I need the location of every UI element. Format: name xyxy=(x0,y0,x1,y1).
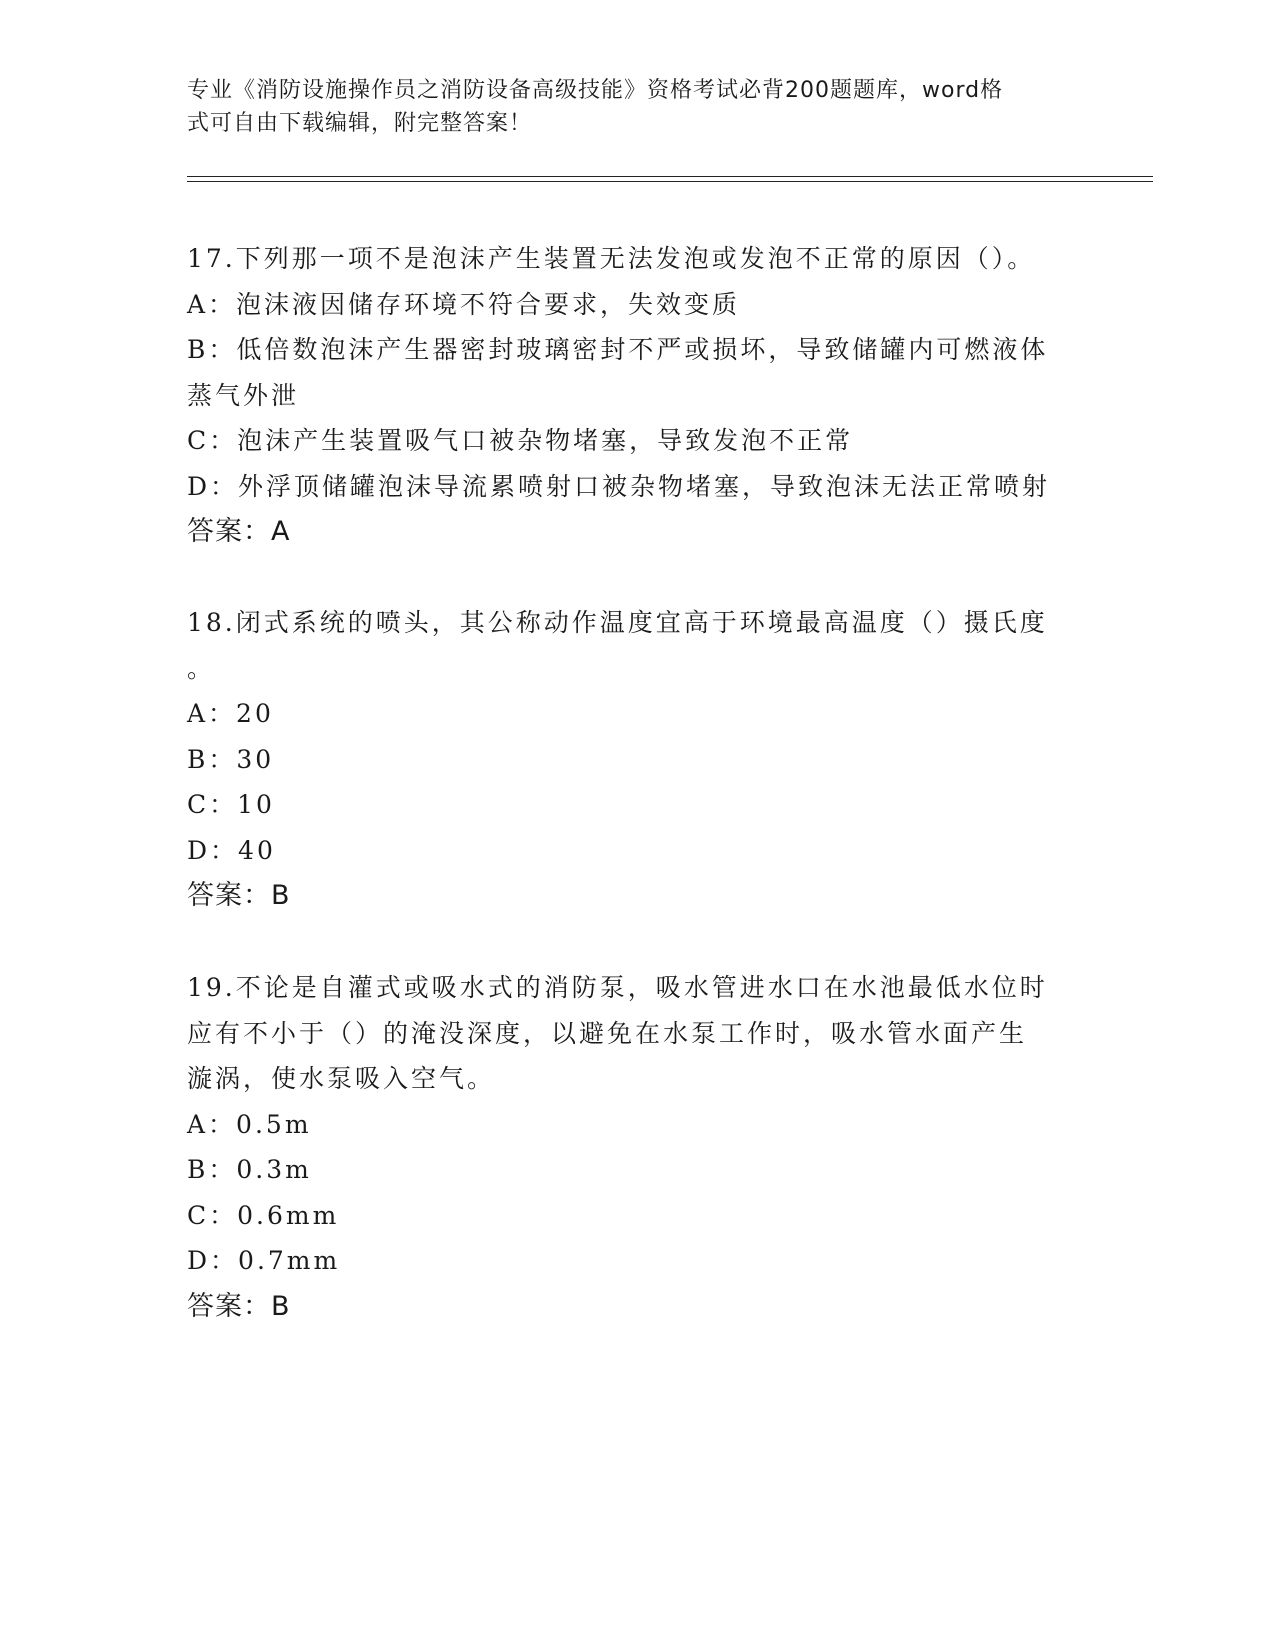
question-stem-continued: 漩涡，使水泵吸入空气。 xyxy=(187,1064,496,1093)
option-d: D：0.7mm xyxy=(187,1246,341,1275)
header-divider-top xyxy=(187,176,1153,177)
question-stem-continued: 。 xyxy=(187,653,216,683)
question-stem: 17.下列那一项不是泡沫产生装置无法发泡或发泡不正常的原因（）。 xyxy=(187,244,1036,273)
question-17 xyxy=(187,236,1087,554)
option-a: A：20 xyxy=(187,699,274,728)
answer: 答案：A xyxy=(187,516,291,547)
option-b: B：0.3m xyxy=(187,1155,312,1184)
question-stem-continued: 应有不小于（）的淹没深度，以避免在水泵工作时，吸水管水面产生 xyxy=(187,1018,1028,1048)
header-line-2: 式可自由下载编辑，附完整答案！ xyxy=(187,111,533,136)
question-19 xyxy=(187,965,1087,1329)
document-header xyxy=(187,74,1067,140)
option-a: A：0.5m xyxy=(187,1109,312,1139)
option-a: A：泡沫液因储存环境不符合要求，失效变质 xyxy=(187,289,741,319)
option-c: C：0.6mm xyxy=(187,1200,340,1230)
answer: 答案：B xyxy=(187,1290,291,1322)
option-b: B：30 xyxy=(187,744,275,774)
option-c: C：10 xyxy=(187,790,275,819)
question-18 xyxy=(187,600,1087,918)
question-stem: 18.闭式系统的喷头，其公称动作温度宜高于环境最高温度（）摄氏度 xyxy=(187,608,1048,637)
header-divider-bottom xyxy=(187,181,1153,182)
answer: 答案：B xyxy=(187,880,291,911)
question-stem: 19.不论是自灌式或吸水式的消防泵，吸水管进水口在水池最低水位时 xyxy=(187,973,1048,1002)
header-line-1: 专业《消防设施操作员之消防设备高级技能》资格考试必背200题题库，word格 xyxy=(187,78,1004,103)
option-b-continued: 蒸气外泄 xyxy=(187,380,300,410)
option-c: C：泡沫产生装置吸气口被杂物堵塞，导致发泡不正常 xyxy=(187,426,854,455)
option-d: D：外浮顶储罐泡沫导流累喷射口被杂物堵塞，导致泡沫无法正常喷射 xyxy=(187,471,1051,501)
option-d: D：40 xyxy=(187,835,276,865)
option-b: B：低倍数泡沫产生器密封玻璃密封不严或损坏，导致储罐内可燃液体 xyxy=(187,335,1049,364)
